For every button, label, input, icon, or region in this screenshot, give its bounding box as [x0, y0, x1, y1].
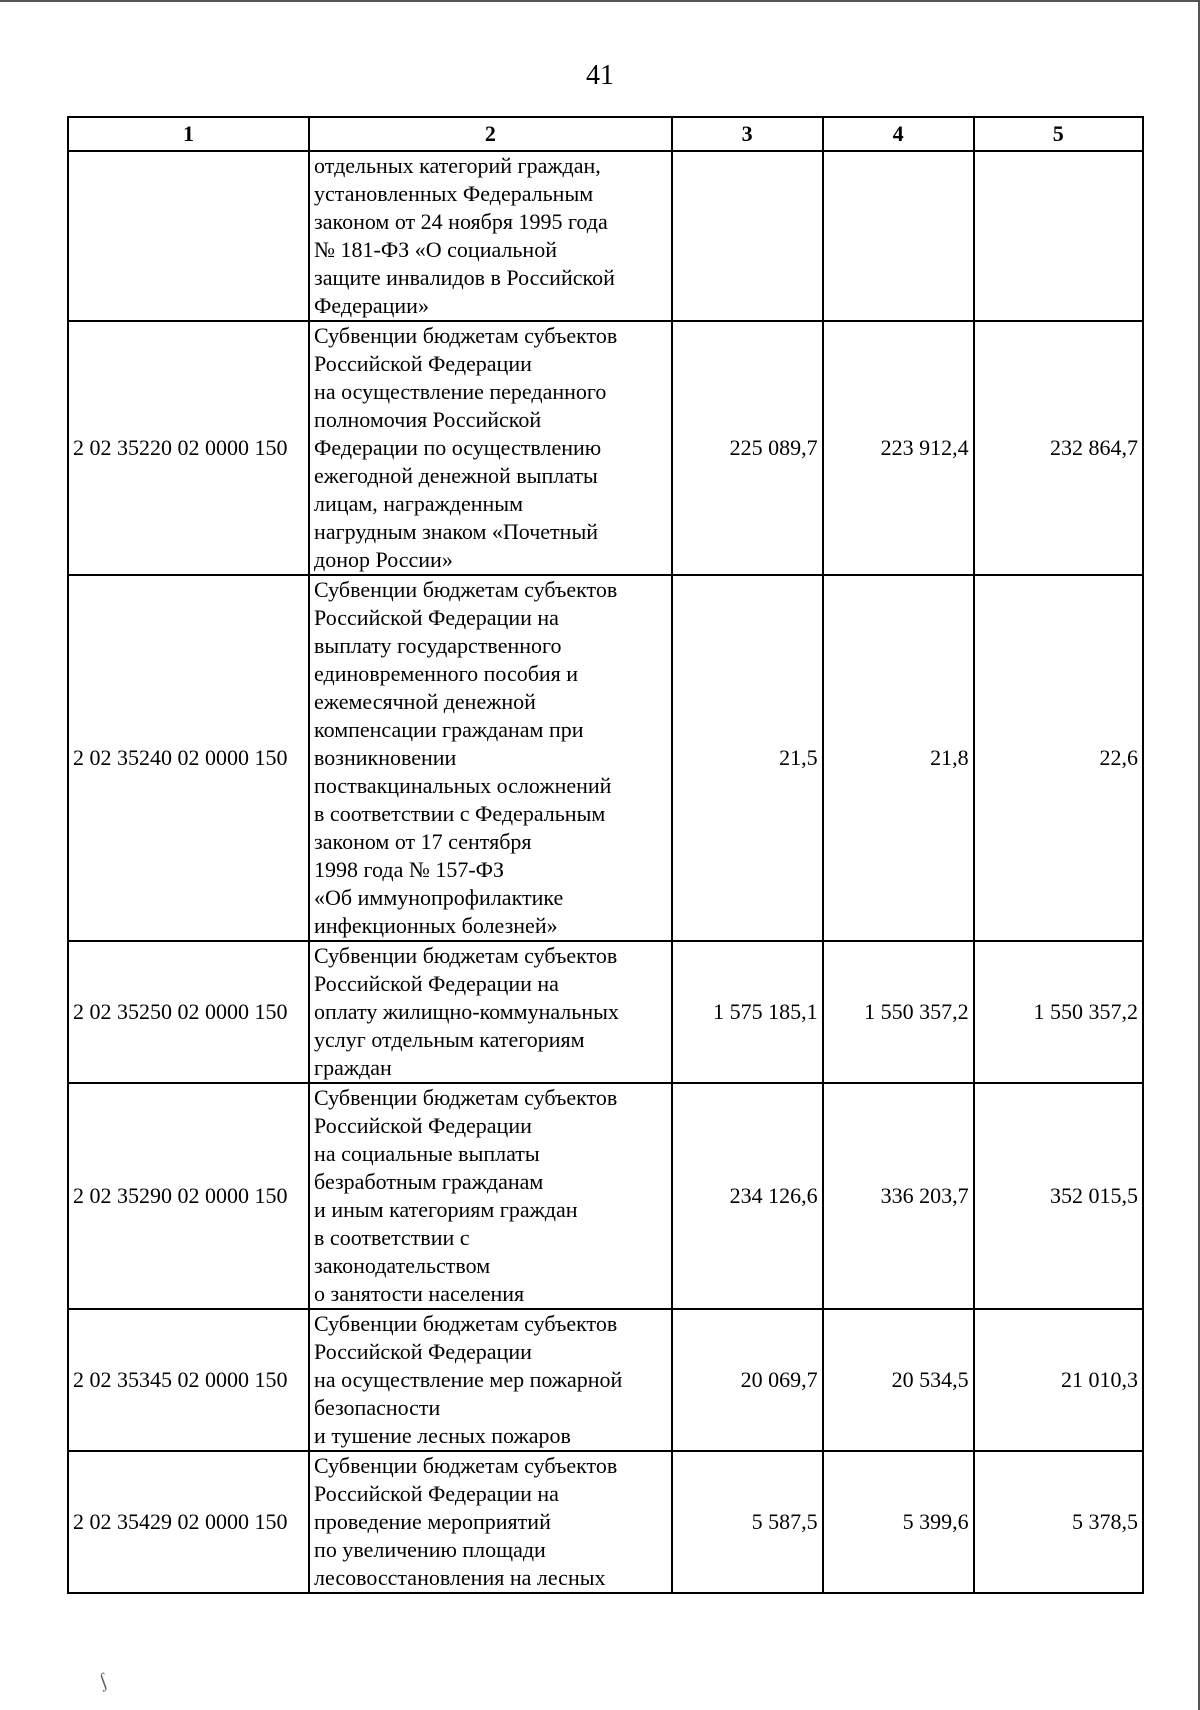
- description-line: отдельных категорий граждан,: [314, 153, 601, 178]
- description-line: Федерации по осуществлению: [314, 435, 602, 460]
- description-line: лесовосстановления на лесных: [314, 1565, 606, 1590]
- amount-col5-cell: 22,6: [974, 575, 1143, 941]
- column-header: 2: [309, 117, 672, 151]
- description-line: на социальные выплаты: [314, 1141, 540, 1166]
- description-line: нагрудным знаком «Почетный: [314, 519, 598, 544]
- description-line: «Об иммунопрофилактике: [314, 885, 564, 910]
- amount-col5-cell: 352 015,5: [974, 1083, 1143, 1309]
- description-line: донор России»: [314, 547, 453, 572]
- amount-col5-cell: 21 010,3: [974, 1309, 1143, 1451]
- description-line: Российской Федерации: [314, 1339, 532, 1364]
- description-line: граждан: [314, 1055, 392, 1080]
- description-line: о занятости населения: [314, 1281, 525, 1306]
- amount-col3-cell: 225 089,7: [672, 321, 823, 575]
- table-row: [68, 575, 1143, 941]
- description-line: защите инвалидов в Российской: [314, 265, 615, 290]
- budget-code-cell: 2 02 35429 02 0000 150: [68, 1451, 309, 1593]
- page-edge-top: [0, 0, 1200, 2]
- amount-col5-cell: 232 864,7: [974, 321, 1143, 575]
- budget-code-cell: [68, 151, 309, 321]
- description-line: лицам, награжденным: [314, 491, 523, 516]
- amount-col3-cell: 1 575 185,1: [672, 941, 823, 1083]
- description-line: поствакцинальных осложнений: [314, 773, 612, 798]
- description-line: по увеличению площади: [314, 1537, 546, 1562]
- description-line: Российской Федерации: [314, 1113, 532, 1138]
- description-line: и тушение лесных пожаров: [314, 1423, 571, 1448]
- table-row: [68, 941, 1143, 1083]
- amount-col4-cell: 21,8: [823, 575, 974, 941]
- description-line: Субвенции бюджетам субъектов: [314, 1085, 618, 1110]
- budget-code-cell: 2 02 35250 02 0000 150: [68, 941, 309, 1083]
- description-line: в соответствии с Федеральным: [314, 801, 606, 826]
- amount-col4-cell: 1 550 357,2: [823, 941, 974, 1083]
- description-line: полномочия Российской: [314, 407, 542, 432]
- column-header: 1: [68, 117, 309, 151]
- amount-col3-cell: 234 126,6: [672, 1083, 823, 1309]
- description-line: 1998 года № 157-ФЗ: [314, 857, 505, 882]
- description-line: услуг отдельным категориям: [314, 1027, 585, 1052]
- description-line: выплату государственного: [314, 633, 562, 658]
- description-line: № 181-ФЗ «О социальной: [314, 237, 557, 262]
- description-line: законодательством: [314, 1253, 491, 1278]
- description-cell: [309, 321, 672, 575]
- table-row: [68, 1451, 1143, 1593]
- budget-code-cell: 2 02 35345 02 0000 150: [68, 1309, 309, 1451]
- description-line: ежегодной денежной выплаты: [314, 463, 598, 488]
- description-line: Субвенции бюджетам субъектов: [314, 1311, 618, 1336]
- page-number: 41: [586, 60, 614, 91]
- amount-col3-cell: 5 587,5: [672, 1451, 823, 1593]
- description-cell: [309, 575, 672, 941]
- amount-col5-cell: 5 378,5: [974, 1451, 1143, 1593]
- table-row: [68, 151, 1143, 321]
- description-cell: [309, 151, 672, 321]
- description-line: безопасности: [314, 1395, 441, 1420]
- amount-col4-cell: 223 912,4: [823, 321, 974, 575]
- description-line: Российской Федерации на: [314, 1481, 559, 1506]
- description-cell: [309, 1083, 672, 1309]
- description-line: оплату жилищно-коммунальных: [314, 999, 619, 1024]
- description-line: законом от 17 сентября: [314, 829, 532, 854]
- description-line: проведение мероприятий: [314, 1509, 551, 1534]
- table-header-row: [68, 117, 1143, 151]
- amount-col4-cell: 20 534,5: [823, 1309, 974, 1451]
- description-line: Федерации»: [314, 293, 429, 318]
- budget-code-cell: 2 02 35290 02 0000 150: [68, 1083, 309, 1309]
- description-line: Российской Федерации на: [314, 971, 559, 996]
- column-header: 3: [672, 117, 823, 151]
- description-line: на осуществление мер пожарной: [314, 1367, 623, 1392]
- amount-col5-cell: [974, 151, 1143, 321]
- budget-table: [67, 116, 1144, 1594]
- amount-col4-cell: 336 203,7: [823, 1083, 974, 1309]
- description-cell: [309, 1451, 672, 1593]
- description-cell: [309, 1309, 672, 1451]
- amount-col4-cell: [823, 151, 974, 321]
- table-row: [68, 321, 1143, 575]
- description-line: Субвенции бюджетам субъектов: [314, 943, 618, 968]
- description-line: Субвенции бюджетам субъектов: [314, 1453, 618, 1478]
- budget-code-cell: 2 02 35220 02 0000 150: [68, 321, 309, 575]
- description-line: на осуществление переданного: [314, 379, 607, 404]
- description-line: и иным категориям граждан: [314, 1197, 578, 1222]
- amount-col3-cell: [672, 151, 823, 321]
- description-line: законом от 24 ноября 1995 года: [314, 209, 608, 234]
- description-line: Субвенции бюджетам субъектов: [314, 577, 618, 602]
- description-line: возникновении: [314, 745, 457, 770]
- table-row: [68, 1083, 1143, 1309]
- description-line: единовременного пособия и: [314, 661, 579, 686]
- table-row: [68, 1309, 1143, 1451]
- description-line: установленных Федеральным: [314, 181, 594, 206]
- column-header: 5: [974, 117, 1143, 151]
- description-line: Российской Федерации: [314, 351, 532, 376]
- amount-col4-cell: 5 399,6: [823, 1451, 974, 1593]
- amount-col3-cell: 21,5: [672, 575, 823, 941]
- description-cell: [309, 941, 672, 1083]
- description-line: компенсации гражданам при: [314, 717, 584, 742]
- amount-col5-cell: 1 550 357,2: [974, 941, 1143, 1083]
- description-line: Субвенции бюджетам субъектов: [314, 323, 618, 348]
- table-body: [68, 151, 1143, 1593]
- description-line: ежемесячной денежной: [314, 689, 536, 714]
- column-header: 4: [823, 117, 974, 151]
- description-line: в соответствии с: [314, 1225, 470, 1250]
- description-line: инфекционных болезней»: [314, 913, 558, 938]
- description-line: Российской Федерации на: [314, 605, 559, 630]
- pen-mark: ʃ: [96, 1669, 111, 1693]
- amount-col3-cell: 20 069,7: [672, 1309, 823, 1451]
- budget-code-cell: 2 02 35240 02 0000 150: [68, 575, 309, 941]
- description-line: безработным гражданам: [314, 1169, 544, 1194]
